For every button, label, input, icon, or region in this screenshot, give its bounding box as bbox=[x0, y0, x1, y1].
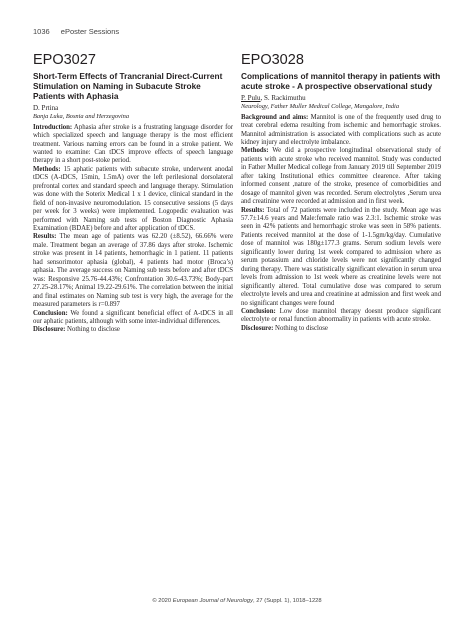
abstract-authors: D. Prtina bbox=[33, 104, 59, 112]
abstract-affiliation: Banja Luka, Bosnia and Herzegovina bbox=[33, 112, 130, 120]
running-header bbox=[33, 27, 119, 36]
disclosure-paragraph: Disclosure: Nothing to disclose bbox=[33, 326, 120, 334]
results-paragraph: Results: The mean age of patients was 62.20 (±8.52), 66.66% were male. Treatment began an average of 37.86 days after stroke. Ischemic stroke was present in 14 patients, hemorrhagic in 1 patient. 11 patients had sensorimotor aphasia (global), 4 patients had motor (Broca’s) aphasia. The average success on Naming sub tests before and after tDCS was: Responsive 25.76-44.43%; Confrontation 30.6-43.73%; Body-part 27.25-28.17%; Animal 19.22-29.61%. The correlation between the initial and final estimates on Naming sub test is very high, the average for the measured parameters is r=0.897 bbox=[33, 233, 233, 309]
abstract-code: EPO3028 bbox=[241, 52, 304, 68]
conclusion-paragraph: Conclusion: Low dose mannitol therapy doesnt produce significant electrolyte or renal function abnormality in patients with acute stroke. bbox=[241, 308, 441, 324]
abstract-code: EPO3027 bbox=[33, 52, 96, 68]
abstract-affiliation: Neurology, Father Muller Medical College, Mangalore, India bbox=[241, 102, 400, 110]
page-footer: © 2020 European Journal of Neurology, 27 (Suppl. 1), 1018–1228 bbox=[152, 598, 322, 604]
results-paragraph: Results: Total of 72 patients were included in the study. Mean age was 57.7±14.6 years and Male:female ratio was 2.3:1. Ischemic stroke was seen in 42% patients and hemorrhagic stroke was seen in 58% patients. Patients received mannitol at the dose of 1-1.5gm/kg/day. Cumulative dose of mannitol was 180g±177.3 grams. Serum sodium levels were significantly lower during 1st week compared to admission where as serum potassium and chloride levels were not significantly changed during therapy. There was statistically significant elevation in serum urea levels from admission to 1st week where as creatinine levels were not significantly altered. Total cumulative dose was compared to serum electrolyte levels and urea and creatinine at admission and first week and no significant changes were found bbox=[241, 206, 441, 307]
disclosure-paragraph: Disclosure: Nothing to disclose bbox=[241, 324, 328, 332]
section-name: ePoster Sessions bbox=[60, 27, 120, 36]
methods-paragraph: Methods: 15 aphatic patients with subacute stroke, underwent anodal tDCS (A-tDCS, 15min, 1.5mA) over the left perilesional dorsolateral prefrontal cortex and standard speech and language therapy. Stimulation was done with the Soterix Medical 1 x 1 device, clinical standard in the field of non-invasive neuromodulation. 15 consecutive sessions (5 days per week for 3 weeks) were implemented. Logopedic evaluation was performed with Naming sub tests of Boston Diagnostic Aphasia Examination (BDAE) before and after application of tDCS. bbox=[33, 165, 233, 233]
abstract-title: Short-Term Effects of Trancranial Direct-Current Stimulation on Naming in Subacute Stroke Patients with Aphasia bbox=[33, 71, 223, 101]
abstract-epo3027 bbox=[33, 52, 233, 335]
introduction-paragraph: Introduction: Aphasia after stroke is a frustrating language disorder for which specialized speech and language therapy is the most efficient treatment. Various naming errors can be found in a stroke patient. We wanted to examine: Can tDCS improve effects of speech language therapy in a short post-stoke period. bbox=[33, 123, 233, 165]
page-number: 1036 bbox=[33, 27, 50, 36]
methods-paragraph: Methods: We did a prospective longitudinal observational study of patients with acute stroke who received mannitol. Study was conducted in Father Muller Medical college from January 2019 till September 2019 after taking Institutional ethics committee clearence. After taking informed consent ,nature of the stroke, presence of comorbidities and dosage of mannitol given was recorded. Serum electrolytes ,Serum urea and creatinine were recorded at admission and in first week. bbox=[241, 147, 441, 206]
presenting-author: P. Pulu bbox=[241, 94, 261, 102]
background-paragraph: Background and aims: Mannitol is one of the frequently used drug to treat cerebral edema resulting from ischemic and hemorrhagic strokes. Mannitol administration is associated with complications such as acute kidney injury and electrolyte imbalance. bbox=[241, 113, 441, 146]
conclusion-paragraph: Conclusion: We found a significant beneficial effect of A-tDCS in all our aphatic patients, although with some inter-individual differences. bbox=[33, 309, 233, 326]
abstract-title: Complications of mannitol therapy in patients with acute stroke - A prospective observational study bbox=[241, 71, 441, 91]
journal-name: European Journal of Neurology bbox=[172, 598, 253, 604]
abstract-epo3028 bbox=[241, 52, 441, 333]
abstract-authors: P. Pulu, S. Rackimuthu bbox=[241, 94, 306, 102]
